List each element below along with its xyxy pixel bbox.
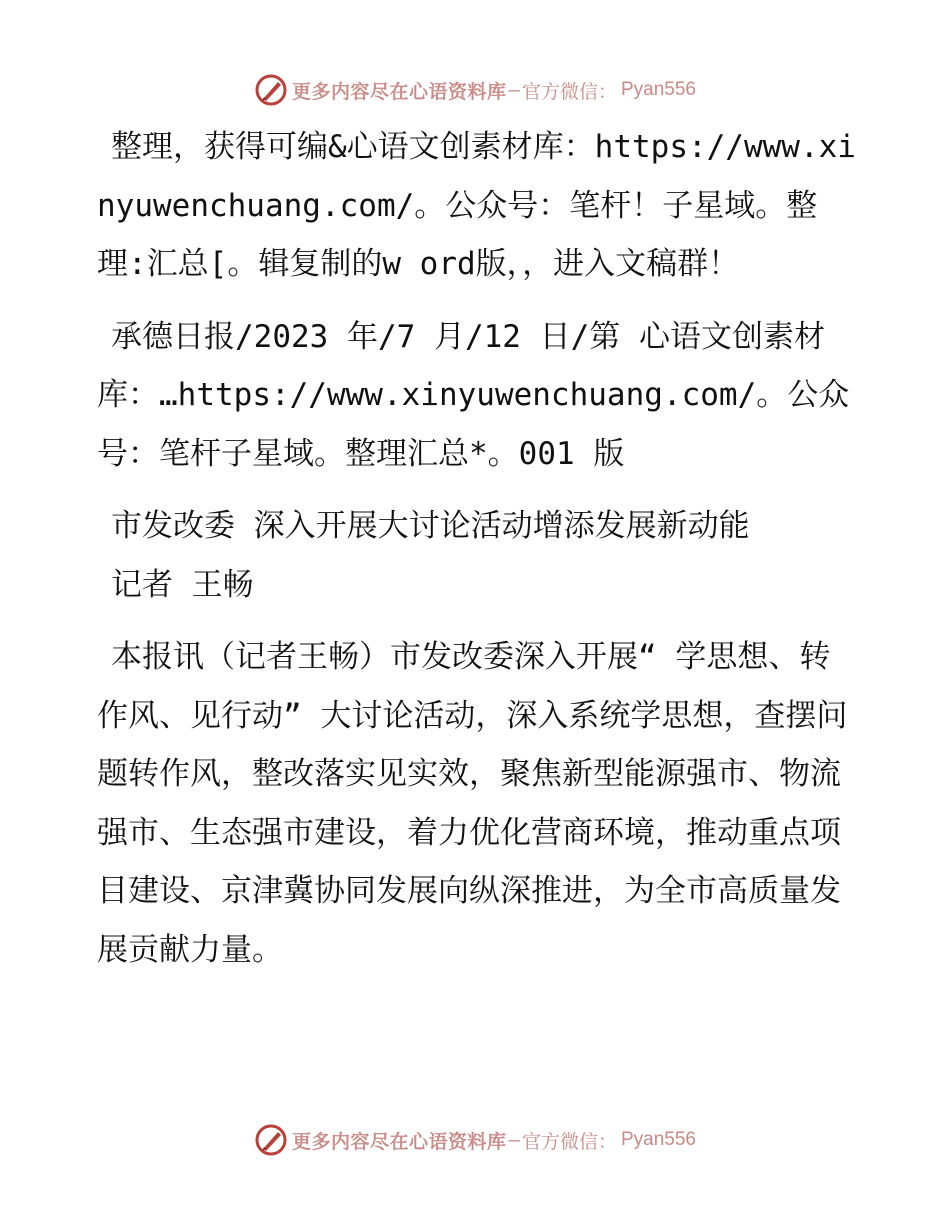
- article-byline: 记者 王畅: [111, 566, 254, 603]
- article-headline: 市发改委 深入开展大讨论活动增添发展新动能: [111, 508, 750, 544]
- banner-wechat-label: 官方微信：: [521, 1130, 617, 1153]
- source-paragraph: 承德日报/2023 年/7 月/12 日/第 心语文创素材库：…https://www.xinyuwenchuang.com/。公众号：笔杆子星域。整理汇总*。001 版: [97, 318, 850, 472]
- header-banner: [0, 70, 950, 110]
- banner-wechat-id: Pyan556: [620, 1129, 696, 1150]
- banner-wechat-label: 官方微信：: [521, 80, 617, 103]
- document-body: [97, 118, 857, 979]
- banner-main-text: 更多内容尽在心语资料库: [292, 1130, 507, 1153]
- article-body: 本报讯（记者王畅）市发改委深入开展“ 学思想、转作风、见行动” 大讨论活动，深入系统学思想，查摆问题转作风，整改落实见实效，聚焦新型能源强市、物流强市、生态强市建设，着力优化营商环境，推动重点项目建设、京津冀协同发展向纵深推进，为全市高质量发展贡献力量。: [97, 639, 848, 968]
- banner-main-text: 更多内容尽在心语资料库: [292, 80, 507, 103]
- pen-logo-icon: [254, 1123, 288, 1157]
- intro-paragraph: 整理，获得可编&心语文创素材库：https://www.xinyuwenchuang.com/。公众号：笔杆！子星域。整理:汇总[。辑复制的w ord版，，进入文稿群！: [97, 129, 856, 282]
- footer-banner: [0, 1120, 950, 1160]
- pen-logo-icon: [254, 73, 288, 107]
- banner-wechat-id: Pyan556: [620, 79, 696, 100]
- banner-dash: —: [508, 1129, 520, 1151]
- banner-dash: —: [508, 79, 520, 101]
